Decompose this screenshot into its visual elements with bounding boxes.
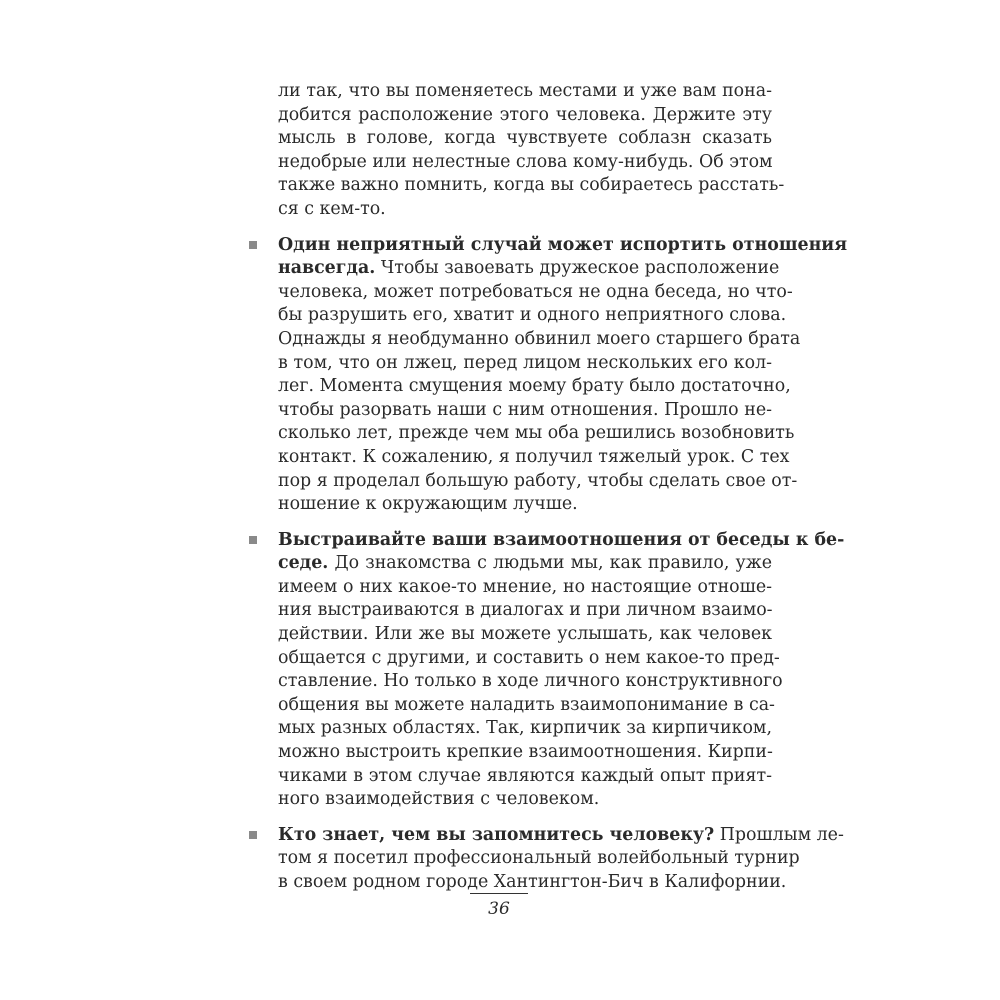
bullet-lead-cont: седе.: [278, 553, 329, 574]
text-line: ставление. Но только в ходе личного конструктивного: [278, 671, 783, 692]
text-line: ния выстраиваются в диалогах и при личном взаимо-: [278, 600, 773, 621]
text-line: недобрые или нелестные слова кому-нибудь. Об этом: [278, 151, 773, 172]
text-line: также важно помнить, когда вы собираетесь расстать-: [278, 175, 785, 196]
page-number: 36: [488, 899, 510, 919]
bullet-text: Прошлым ле-: [714, 824, 844, 845]
text-line: контакт. К сожалению, я получил тяжелый урок. С тех: [278, 446, 790, 467]
text-line: чиками в этом случае являются каждый опыт прият-: [278, 765, 772, 786]
text-line: ли так, что вы поменяетесь местами и уже вам пона-: [278, 81, 772, 101]
text-line: том я посетил профессиональный волейбольный турнир: [278, 848, 800, 869]
page-footer: [470, 893, 528, 919]
text-line: в своем родном городе Хантингтон-Бич в Калифорнии.: [278, 872, 787, 892]
text-line: мысль в голове, когда чувствуете соблазн сказать: [278, 128, 772, 149]
text-line: лег. Момента смущения моему брату было достаточно,: [278, 376, 791, 397]
bullet-text: Чтобы завоевать дружеское расположение: [375, 258, 780, 279]
bullet-item-who-knows: [278, 824, 844, 895]
bullet-item-one-bad-case: [278, 234, 848, 517]
intro-paragraph: [278, 80, 785, 222]
bullet-lead-cont: навсегда.: [278, 258, 376, 279]
text-line: Однажды я необдуманно обвинил моего старшего брата: [278, 328, 801, 349]
text-line: общается с другими, и составить о нем какое-то пред-: [278, 647, 780, 668]
book-page: [278, 80, 848, 895]
text-line: мых разных областях. Так, кирпичик за кирпичиком,: [278, 718, 772, 739]
bullet-item-build-relations: [278, 529, 845, 812]
text-line: [278, 234, 848, 258]
text-line: добится расположение этого человека. Держите эту: [278, 104, 772, 125]
text-line: [278, 552, 772, 576]
text-line: общения вы можете наладить взаимопонимание в са-: [278, 694, 775, 715]
text-line: пор я проделал большую работу, чтобы сделать свое от-: [278, 470, 798, 491]
square-bullet-icon: [249, 241, 257, 249]
text-line: можно выстроить крепкие взаимоотношения. Кирпи-: [278, 742, 773, 763]
text-line: в том, что он лжец, перед лицом нескольких его кол-: [278, 352, 772, 373]
text-line: ного взаимодействия с человеком.: [278, 789, 600, 810]
text-line: ношение к окружающим лучше.: [278, 494, 578, 515]
text-line: бы разрушить его, хватит и одного неприятного слова.: [278, 305, 787, 326]
bullet-lead: Кто знает, чем вы запомнитесь человеку?: [278, 824, 715, 845]
text-line: имеем о них какое-то мнение, но настоящие отноше-: [278, 576, 772, 597]
text-line: действии. Или же вы можете услышать, как человек: [278, 624, 772, 645]
text-line: сколько лет, прежде чем мы оба решились возобновить: [278, 423, 795, 444]
square-bullet-icon: [249, 831, 257, 839]
text-line: [278, 824, 844, 848]
bullet-lead: Один неприятный случай может испортить отношения: [278, 234, 848, 255]
bullet-text: До знакомства с людьми мы, как правило, уже: [328, 553, 772, 574]
square-bullet-icon: [249, 536, 257, 544]
text-line: чтобы разорвать наши с ним отношения. Прошло не-: [278, 399, 772, 420]
text-line: человека, может потребоваться не одна беседа, но что-: [278, 281, 793, 302]
text-line: [278, 529, 845, 553]
text-line: ся с кем-то.: [278, 198, 386, 219]
footer-rule: [470, 893, 528, 894]
text-line: [278, 257, 780, 281]
bullet-lead: Выстраивайте ваши взаимоотношения от беседы к бе-: [278, 529, 845, 550]
